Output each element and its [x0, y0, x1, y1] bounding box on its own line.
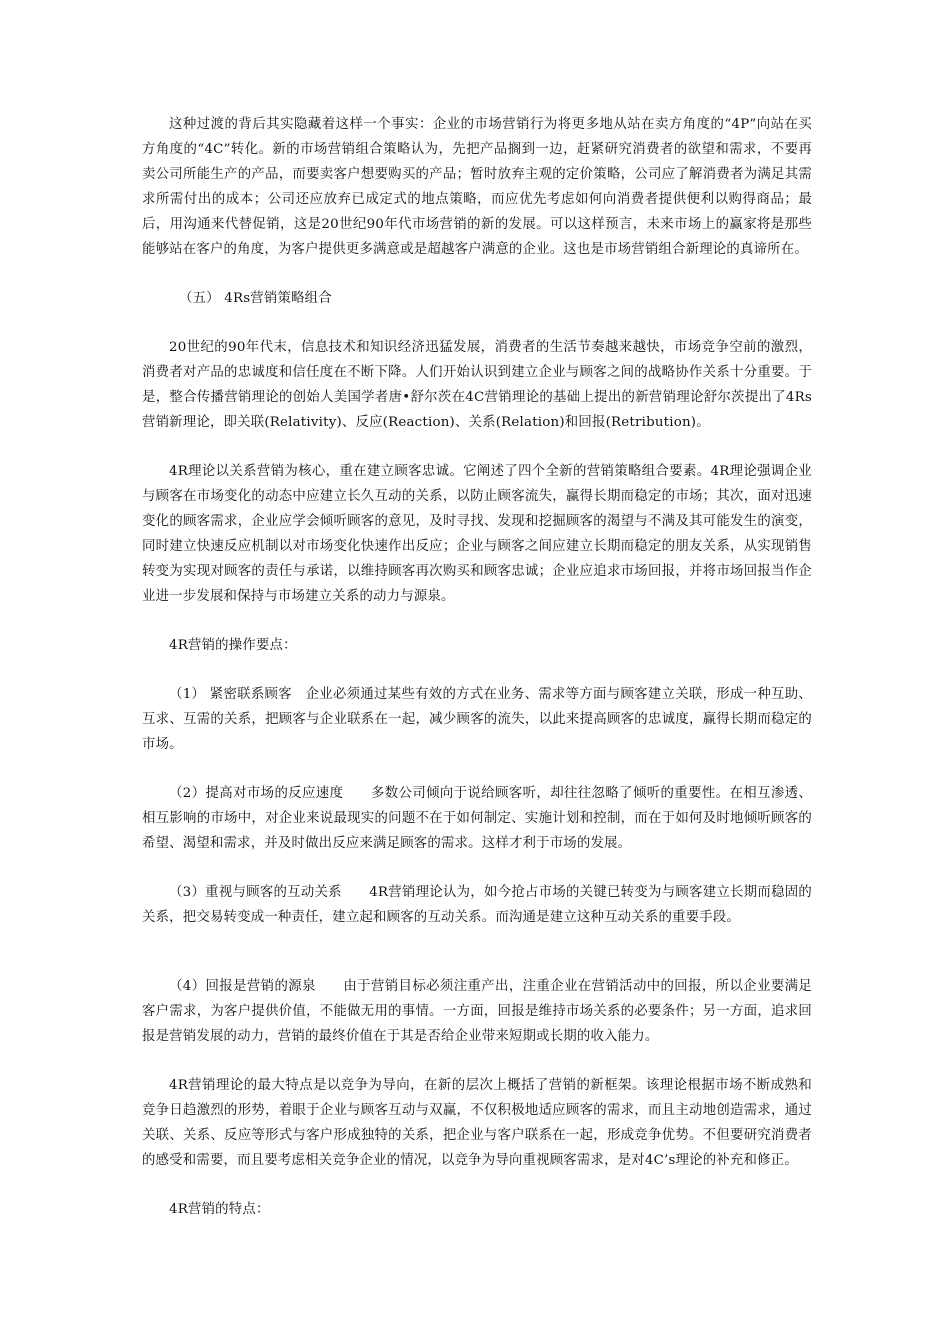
paragraph-point-1: （1） 紧密联系顾客 企业必须通过某些有效的方式在业务、需求等方面与顾客建立关联，形成一种互助、互求、互需的关系，把顾客与企业联系在一起，减少顾客的流失，以此来提高顾客的忠诚度，赢得长期而稳定的市场。 — [142, 687, 812, 752]
paragraph-4r-theory: 4R理论以关系营销为核心，重在建立顾客忠诚。它阐述了四个全新的营销策略组合要素。4R理论强调企业与顾客在市场变化的动态中应建立长久互动的关系，以防止顾客流失，赢得长期而稳定的市场；其次，面对迅速变化的顾客需求，企业应学会倾听顾客的意见，及时寻找、发现和挖掘顾客的渴望与不满及其可能发生的演变，同时建立快速反应机制以对市场变化快速作出反应；企业与顾客之间应建立长期而稳定的朋友关系，从实现销售转变为实现对顾客的责任与承诺，以维持顾客再次购买和顾客忠诚；企业应追求市场回报，并将市场回报当作企业进一步发展和保持与市场建立关系的动力与源泉。 — [142, 464, 812, 604]
paragraph-4p-to-4c: 这种过渡的背后其实隐藏着这样一个事实：企业的市场营销行为将更多地从站在卖方角度的“4P”向站在买方角度的“4C”转化。新的市场营销组合策略认为，先把产品搁到一边，赶紧研究消费者的欲望和需求，不要再卖公司所能生产的产品，而要卖客户想要购买的产品；暂时放弃主观的定价策略，公司应了解消费者为满足其需求所需付出的成本；公司还应放弃已成定式的地点策略，而应优先考虑如何向消费者提供便利以购得商品；最后，用沟通来代替促销，这是20世纪90年代市场营销的新的发展。可以这样预言，未来市场上的赢家将是那些能够站在客户的角度，为客户提供更多满意或是超越客户满意的企业。这也是市场营销组合新理论的真谛所在。 — [142, 117, 812, 257]
paragraph-4r-characteristics: 4R营销的特点： — [169, 1202, 270, 1217]
paragraph-4r-features-summary: 4R营销理论的最大特点是以竞争为导向，在新的层次上概括了营销的新框架。该理论根据市场不断成熟和竞争日趋激烈的形势，着眼于企业与顾客互动与双赢，不仅积极地适应顾客的需求，而且主动地创造需求，通过关联、关系、反应等形式与客户形成独特的关系，把企业与客户联系在一起，形成竞争优势。不但要研究消费者的感受和需要，而且要考虑相关竞争企业的情况，以竞争为导向重视顾客需求，是对4C’s理论的补充和修正。 — [142, 1078, 812, 1168]
paragraph-point-4: （4）回报是营销的源泉 由于营销目标必须注重产出，注重企业在营销活动中的回报，所以企业要满足客户需求，为客户提供价值，不能做无用的事情。一方面，回报是维持市场关系的必要条件；另一方面，追求回报是营销发展的动力，营销的最终价值在于其是否给企业带来短期或长期的收入能力。 — [142, 979, 812, 1044]
paragraph-point-3: （3）重视与顾客的互动关系 4R营销理论认为，如今抢占市场的关键已转变为与顾客建立长期而稳固的关系，把交易转变成一种责任，建立起和顾客的互动关系。而沟通是建立这种互动关系的重要手段。 — [142, 885, 812, 925]
paragraph-point-2: （2）提高对市场的反应速度 多数公司倾向于说给顾客听，却往往忽略了倾听的重要性。在相互渗透、相互影响的市场中，对企业来说最现实的问题不在于如何制定、实施计划和控制，而在于如何及时地倾听顾客的希望、渴望和需求，并及时做出反应来满足顾客的需求。这样才利于市场的发展。 — [142, 786, 812, 851]
section-heading-4rs: （五） 4Rs营销策略组合 — [179, 291, 332, 306]
paragraph-4rs-origin: 20世纪的90年代末，信息技术和知识经济迅猛发展，消费者的生活节奏越来越快，市场竞争空前的激烈，消费者对产品的忠诚度和信任度在不断下降。人们开始认识到建立企业与顾客之间的战略协作关系十分重要。于是，整合传播营销理论的创始人美国学者唐•舒尔茨在4C营销理论的基础上提出的新营销理论舒尔茨提出了4Rs营销新理论，即关联(Relativity)、反应(Reaction)、关系(Relation)和回报(Retribution)。 — [142, 340, 812, 430]
document-body — [142, 112, 812, 1222]
paragraph-4r-operation-points: 4R营销的操作要点： — [169, 638, 297, 653]
